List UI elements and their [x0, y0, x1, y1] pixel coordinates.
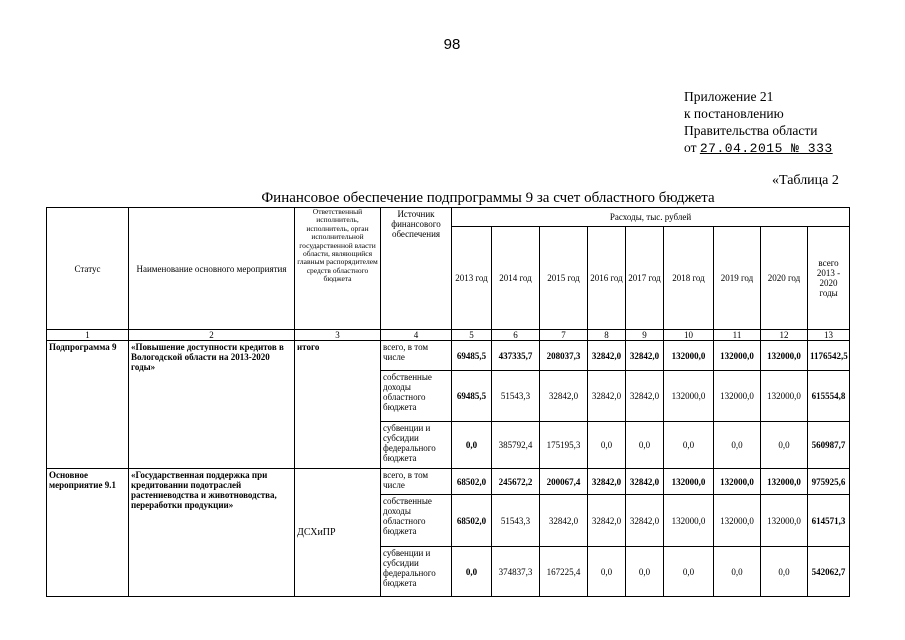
value-cell: 0,0: [626, 547, 664, 597]
column-number: 13: [808, 330, 850, 341]
value-cell: 560987,7: [808, 422, 850, 469]
value-cell: 0,0: [664, 547, 714, 597]
header-source: Источник финансового обеспечения: [381, 208, 452, 330]
column-number: 8: [588, 330, 626, 341]
header-year: 2013 год: [452, 227, 492, 330]
value-cell: 51543,3: [492, 371, 540, 422]
value-cell: 175195,3: [540, 422, 588, 469]
column-number: 4: [381, 330, 452, 341]
table-row: [47, 341, 850, 371]
header-year: 2020 год: [761, 227, 808, 330]
value-cell: 1176542,5: [808, 341, 850, 371]
event-name-cell: «Повышение доступности кредитов в Вологодской области на 2013-2020 годы»: [129, 341, 295, 469]
executor-cell: ДСХиПР: [295, 469, 381, 597]
value-cell: 68502,0: [452, 495, 492, 547]
value-cell: 0,0: [761, 547, 808, 597]
value-cell: 200067,4: [540, 469, 588, 495]
value-cell: 0,0: [452, 547, 492, 597]
value-cell: 51543,3: [492, 495, 540, 547]
header-year: 2018 год: [664, 227, 714, 330]
value-cell: 132000,0: [714, 371, 761, 422]
value-cell: 32842,0: [588, 495, 626, 547]
value-cell: 32842,0: [626, 371, 664, 422]
value-cell: 132000,0: [761, 469, 808, 495]
value-cell: 615554,8: [808, 371, 850, 422]
source-cell: субвенции и субсидии федерального бюджета: [381, 422, 452, 469]
header-expenses: Расходы, тыс. рублей: [452, 208, 850, 227]
value-cell: 32842,0: [588, 371, 626, 422]
executor-cell: итого: [295, 341, 381, 469]
value-cell: 68502,0: [452, 469, 492, 495]
value-cell: 132000,0: [664, 371, 714, 422]
value-cell: 0,0: [714, 422, 761, 469]
appendix-line: Приложение 21: [684, 89, 774, 104]
page-number: 98: [443, 36, 461, 53]
header-year: 2014 год: [492, 227, 540, 330]
column-number: 1: [47, 330, 129, 341]
value-cell: 69485,5: [452, 371, 492, 422]
value-cell: 0,0: [588, 422, 626, 469]
column-number: 5: [452, 330, 492, 341]
value-cell: 132000,0: [664, 495, 714, 547]
value-cell: 32842,0: [588, 469, 626, 495]
header-executor: Ответственный исполнитель, исполнитель, орган исполнительной государственной власти области, являющийся главным распорядителем средств областного бюджета: [295, 208, 381, 330]
financing-table: [46, 207, 850, 597]
value-cell: 0,0: [714, 547, 761, 597]
source-cell: собственные доходы областного бюджета: [381, 495, 452, 547]
value-cell: 132000,0: [714, 469, 761, 495]
value-cell: 0,0: [664, 422, 714, 469]
value-cell: 374837,3: [492, 547, 540, 597]
column-number: 11: [714, 330, 761, 341]
column-number: 12: [761, 330, 808, 341]
event-name-cell: «Государственная поддержка при кредитовании подотраслей растениеводства и животноводства, переработки продукции»: [129, 469, 295, 597]
appendix-line: к постановлению: [684, 106, 784, 121]
value-cell: 32842,0: [626, 495, 664, 547]
column-number: 9: [626, 330, 664, 341]
table-row: [47, 469, 850, 495]
document-title: Финансовое обеспечение подпрограммы 9 за счет областного бюджета: [261, 190, 715, 206]
decree-date-number: 27.04.2015 № 333: [699, 141, 833, 156]
appendix-date-line: [684, 139, 833, 157]
value-cell: 132000,0: [714, 495, 761, 547]
table-label: «Таблица 2: [772, 173, 839, 188]
status-cell: Основное мероприятие 9.1: [47, 469, 129, 597]
source-cell: собственные доходы областного бюджета: [381, 371, 452, 422]
value-cell: 32842,0: [540, 371, 588, 422]
source-cell: всего, в том числе: [381, 341, 452, 371]
value-cell: 32842,0: [588, 341, 626, 371]
column-number: 10: [664, 330, 714, 341]
date-prefix: от: [684, 140, 700, 155]
value-cell: 167225,4: [540, 547, 588, 597]
column-number: 7: [540, 330, 588, 341]
value-cell: 614571,3: [808, 495, 850, 547]
value-cell: 132000,0: [664, 469, 714, 495]
value-cell: 132000,0: [714, 341, 761, 371]
header-year: 2016 год: [588, 227, 626, 330]
value-cell: 0,0: [626, 422, 664, 469]
value-cell: 385792,4: [492, 422, 540, 469]
source-cell: субвенции и субсидии федерального бюджета: [381, 547, 452, 597]
header-event-name: Наименование основного мероприятия: [129, 208, 295, 330]
header-status: Статус: [47, 208, 129, 330]
value-cell: 208037,3: [540, 341, 588, 371]
value-cell: 0,0: [588, 547, 626, 597]
column-number: 2: [129, 330, 295, 341]
header-year: 2017 год: [626, 227, 664, 330]
value-cell: 437335,7: [492, 341, 540, 371]
appendix-block: [684, 88, 833, 157]
value-cell: 542062,7: [808, 547, 850, 597]
header-year: 2019 год: [714, 227, 761, 330]
column-number: 3: [295, 330, 381, 341]
value-cell: 975925,6: [808, 469, 850, 495]
column-number: 6: [492, 330, 540, 341]
header-year: 2015 год: [540, 227, 588, 330]
status-cell: Подпрограмма 9: [47, 341, 129, 469]
value-cell: 132000,0: [761, 495, 808, 547]
value-cell: 0,0: [761, 422, 808, 469]
value-cell: 0,0: [452, 422, 492, 469]
value-cell: 132000,0: [761, 341, 808, 371]
value-cell: 32842,0: [626, 341, 664, 371]
source-cell: всего, в том числе: [381, 469, 452, 495]
value-cell: 245672,2: [492, 469, 540, 495]
value-cell: 69485,5: [452, 341, 492, 371]
value-cell: 32842,0: [540, 495, 588, 547]
header-year: всего 2013 - 2020 годы: [808, 227, 850, 330]
value-cell: 132000,0: [761, 371, 808, 422]
value-cell: 132000,0: [664, 341, 714, 371]
value-cell: 32842,0: [626, 469, 664, 495]
appendix-line: Правительства области: [684, 123, 818, 138]
